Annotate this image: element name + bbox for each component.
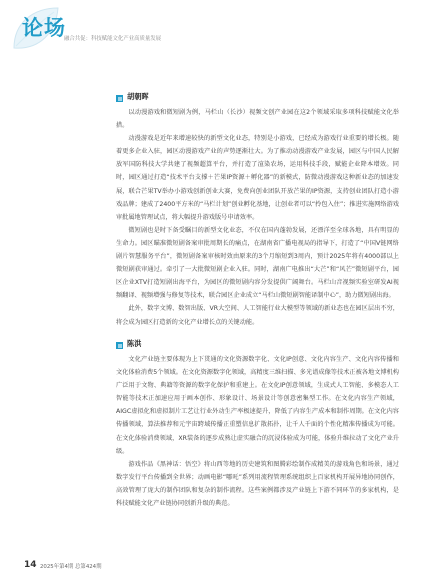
paragraph: 此外，数字文博、数智出版、VR大空间、人工智能行业大模型等领域的新业态也在园区层出不穷，将会成为园区打造新的文化产业增长点的关键动能。 (116, 305, 399, 326)
paragraph: 微短剧也是时下备受瞩目的新型文化业态，不仅在国内蓬勃发展，还漂洋至全球各地，具有明显的生命力。园区瞄准微短剧备案审批周期长的痛点，在湖南省广播电视局的指导下，打造了“中国V链网络剧片智慧服务平台”，微短剧备案审核时效由原来的3个月缩短到3周内，预计2025年将有4000部以上微短剧获审通过。牵引了一大批微短剧企业入驻。同时，湖南广电推出“大芒”和“风芒”微短剧平台，园区企业XTV打造短剧出海平台，为园区的微短剧内容分发提供广阔舞台。马栏山音视频实验室研发AI视频翻译、视频增强与修复等技术，联合园区企业成立“马栏山微短剧智能译制中心”，助力微短剧出海。 (116, 226, 399, 300)
paragraph: 动漫游戏是近年来增速较快的新型文化业态，特别是小游戏，已经成为游戏行业重要的增长极。随着更多企业入驻，园区动漫游戏产业的声势逐渐壮大。为了推动动漫游戏产业发展，园区与中国人民解放军国防科技大学共建了视频超算平台，并打造了渲染农场，运用科技手段，赋能企业降本增效。同时，园区通过打造“技术平台支撑＋芒果IP资源＋孵化器”的新模式，防微动漫游戏这种新业态的加速发展，联合芒果TV举办小游戏创新创业大赛，免费向创业团队开放芒果的IP资源，支持创业团队打造小游戏品牌；建成了2400平方米的“马栏计划”创业孵化基地，让创业者可以“拎包入住”；推进实施网络游戏审批属地管理试点，将大幅提升游戏版号申请效率。 (116, 135, 399, 221)
author-marker-icon (116, 342, 123, 349)
author-name: 胡朝晖 (127, 92, 149, 101)
author-name: 陈洪 (127, 339, 142, 348)
author-heading (116, 339, 399, 353)
section-chen (116, 339, 399, 510)
paragraph: 文化产业链主要体现为上下贯通的文化资源数字化、文化IP创意、文化内容生产、文化内容传播和文化体验消费5个领域。在文化资源数字化领域，高精度三维扫描、多光谱成像等技术正被各地文博机构广泛用于文物、典籍等资源的数字化保护和重建上。在文化IP创意领域，生成式人工智能、多模态人工智能等技术正加速应用于画本创作、形象设计、场景设计等创意密集型工作。在文化内容生产领域，AIGC虚拟化和虚拟制片工艺让行业外动生产率极速提升，降低了内容生产成本和制作周期。在文化内容传播领域，算法推荐和元宇宙跨域传播正重塑信息扩散拓扑，让千人千面的个性化精准传播成为可能。在文化体验消费领域，XR装备的逐步成熟让虚实融合的沉浸体验成为可能，体验升维拉动了文化产业升级。 (116, 356, 399, 455)
section-hu (116, 92, 399, 329)
issue-info: 2025年第4期 总第424期 (40, 564, 102, 570)
author-marker-icon (116, 95, 123, 102)
author-heading (116, 92, 399, 106)
column-brand: 论场 (22, 15, 66, 40)
page-footer (0, 560, 427, 576)
page-header (0, 0, 427, 62)
paragraph: 游戏作品《黑神话：悟空》将山西等地的历史建筑和图腾彩绘制作成精美的游戏角色和场景，通过数字发行平台传播到全世界；动画电影“哪吒”系列用流程管理系统组织上百家机构开展异地协同创作，高效管理了庞大的制作团队和复杂的制作流程。这些案例都涉及产业链上下游不同环节的多家机构，是科技赋能文化产业链协同创新升级的典范。 (116, 460, 399, 508)
page-number: 14 (24, 560, 37, 570)
paragraph: 以动漫游戏和微短剧为例，马栏山（长沙）视频文创产业园在这2个领域采取多项科技赋能文化举措。 (116, 109, 399, 130)
column-subtitle: 融合共促：科技赋能文化产业高质量发展 (64, 36, 162, 42)
